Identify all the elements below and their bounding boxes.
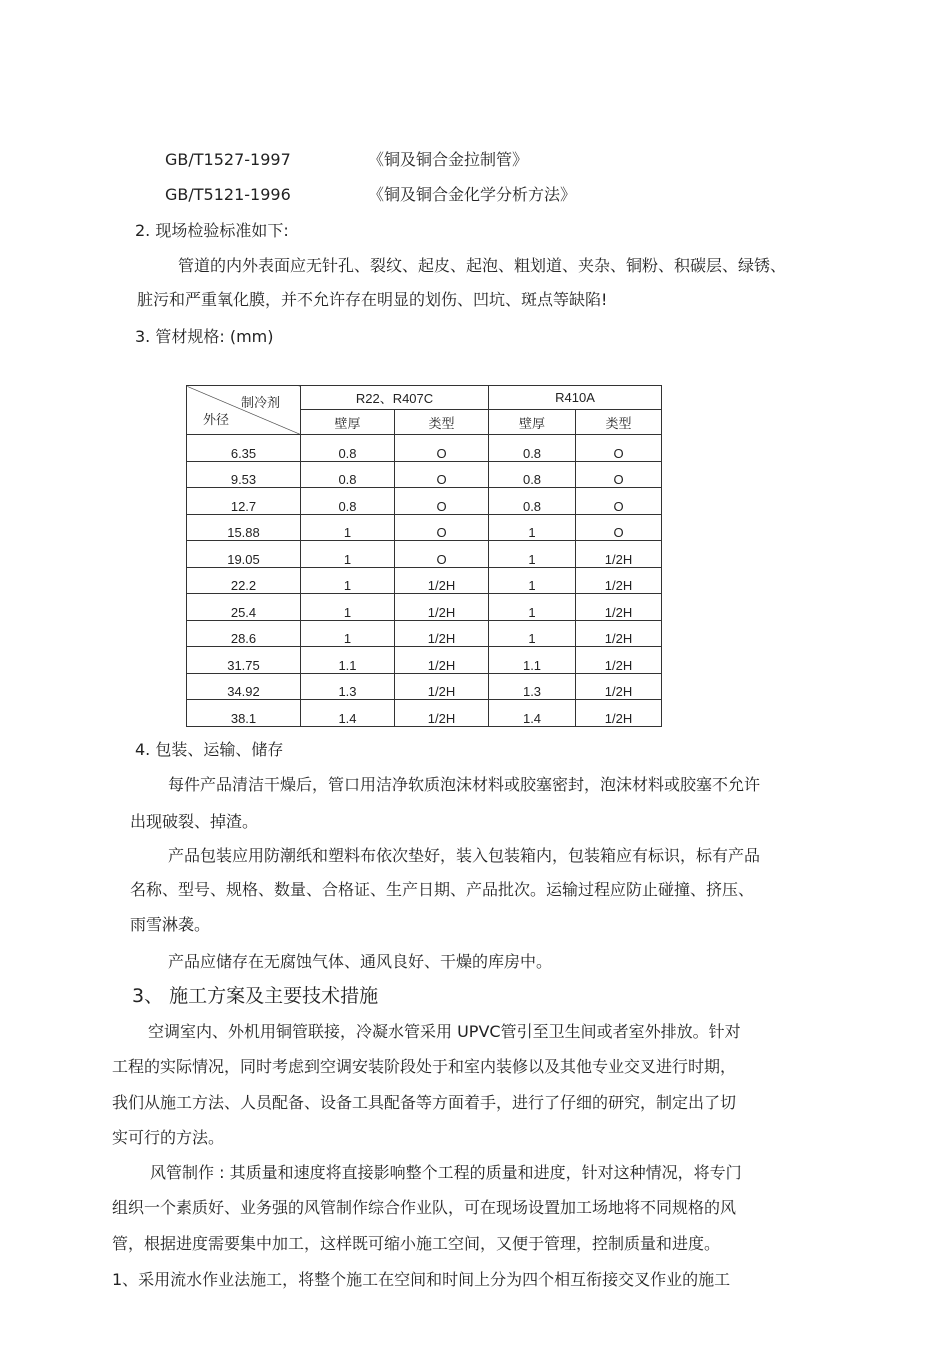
standard-code: GB/T5121-1996: [165, 185, 291, 204]
item4-text: 产品应储存在无腐蚀气体、通风良好、干燥的库房中。: [168, 952, 553, 971]
table-cell: 1: [489, 514, 576, 541]
table-cell: O: [395, 435, 489, 462]
table-cell: O: [395, 514, 489, 541]
table-row: [187, 461, 662, 488]
standard-name: 《铜及铜合金化学分析方法》: [368, 185, 577, 204]
table-cell: 0.8: [489, 435, 576, 462]
item2-heading: 2. 现场检验标准如下:: [135, 221, 289, 240]
table-cell: 0.8: [489, 488, 576, 515]
outer-diameter-cell: 12.7: [187, 488, 301, 515]
table-cell: 1/2H: [576, 673, 662, 700]
table-row: [187, 673, 662, 700]
section-text: 1、采用流水作业法施工，将整个施工在空间和时间上分为四个相互衔接交叉作业的施工: [112, 1270, 731, 1289]
table-cell: 0.8: [301, 488, 395, 515]
table-row: [187, 700, 662, 727]
table-cell: 1/2H: [576, 567, 662, 594]
outer-diameter-cell: 6.35: [187, 435, 301, 462]
sub-header: 类型: [576, 410, 662, 435]
table-cell: 1.3: [489, 673, 576, 700]
item4-text: 出现破裂、掉渣。: [130, 812, 259, 831]
corner-bottom-label: 外径: [203, 412, 230, 427]
standard-name: 《铜及铜合金拉制管》: [368, 150, 529, 169]
item4-heading: 4. 包装、运输、储存: [135, 740, 284, 759]
table-cell: 0.8: [301, 435, 395, 462]
outer-diameter-cell: 22.2: [187, 567, 301, 594]
pipe-spec-table: [186, 385, 662, 727]
table-header-row: [187, 386, 662, 410]
table-cell: 1.1: [301, 647, 395, 674]
group-header: R22、R407C: [301, 386, 489, 410]
table-row: [187, 514, 662, 541]
item3-heading: 3. 管材规格: (mm): [135, 327, 274, 346]
table-cell: O: [576, 461, 662, 488]
table-row: [187, 647, 662, 674]
table-cell: O: [395, 461, 489, 488]
section-text: 空调室内、外机用铜管联接，冷凝水管采用 UPVC管引至卫生间或者室外排放。针对: [148, 1022, 741, 1041]
table-cell: 1/2H: [576, 541, 662, 568]
table-cell: 1.4: [489, 700, 576, 727]
outer-diameter-cell: 38.1: [187, 700, 301, 727]
table-cell: 1/2H: [576, 594, 662, 621]
table-row: [187, 620, 662, 647]
table-cell: 1/2H: [395, 673, 489, 700]
table-row: [187, 567, 662, 594]
outer-diameter-cell: 28.6: [187, 620, 301, 647]
table-cell: 0.8: [489, 461, 576, 488]
table-cell: O: [576, 435, 662, 462]
table-cell: 1: [301, 541, 395, 568]
sub-header: 类型: [395, 410, 489, 435]
sub-header: 壁厚: [301, 410, 395, 435]
table-cell: 1/2H: [395, 700, 489, 727]
table-row: [187, 594, 662, 621]
table-cell: 1/2H: [395, 620, 489, 647]
table-cell: 1/2H: [395, 567, 489, 594]
table-body: [187, 435, 662, 727]
outer-diameter-cell: 25.4: [187, 594, 301, 621]
item2-text: 管道的内外表面应无针孔、裂纹、起皮、起泡、粗划道、夹杂、铜粉、积碳层、绿锈、: [178, 256, 787, 275]
table-cell: 1: [489, 541, 576, 568]
table-cell: O: [395, 488, 489, 515]
item4-text: 每件产品清洁干燥后，管口用洁净软质泡沫材料或胶塞密封，泡沫材料或胶塞不允许: [168, 775, 761, 794]
section-heading: 3、 施工方案及主要技术措施: [132, 985, 379, 1007]
table-cell: 1.1: [489, 647, 576, 674]
outer-diameter-cell: 31.75: [187, 647, 301, 674]
section-text: 实可行的方法。: [112, 1128, 225, 1147]
outer-diameter-cell: 19.05: [187, 541, 301, 568]
standard-code: GB/T1527-1997: [165, 150, 291, 169]
table-cell: 1/2H: [395, 647, 489, 674]
item4-text: 雨雪淋袭。: [130, 915, 211, 934]
table-cell: 1: [301, 567, 395, 594]
corner-top-label: 制冷剂: [240, 395, 280, 410]
section-text: 我们从施工方法、人员配备、设备工具配备等方面着手，进行了仔细的研究，制定出了切: [112, 1093, 737, 1112]
outer-diameter-cell: 15.88: [187, 514, 301, 541]
table-cell: 1.3: [301, 673, 395, 700]
sub-header: 壁厚: [489, 410, 576, 435]
section-text: 风管制作 : 其质量和速度将直接影响整个工程的质量和进度，针对这种情况，将专门: [150, 1163, 742, 1182]
table-row: [187, 541, 662, 568]
item4-text: 名称、型号、规格、数量、合格证、生产日期、产品批次。运输过程应防止碰撞、挤压、: [130, 880, 755, 899]
outer-diameter-cell: 34.92: [187, 673, 301, 700]
table-cell: 1: [301, 514, 395, 541]
table-cell: 1: [489, 567, 576, 594]
group-header: R410A: [489, 386, 662, 410]
table-cell: 1: [489, 620, 576, 647]
table-cell: 1: [301, 594, 395, 621]
section-text: 管，根据进度需要集中加工，这样既可缩小施工空间，又便于管理，控制质量和进度。: [112, 1234, 721, 1253]
table-row: [187, 435, 662, 462]
table-corner-cell: [187, 386, 301, 435]
table-cell: 1/2H: [576, 647, 662, 674]
table-cell: 1: [489, 594, 576, 621]
table-cell: 1.4: [301, 700, 395, 727]
table-row: [187, 488, 662, 515]
table-cell: O: [395, 541, 489, 568]
table-cell: O: [576, 514, 662, 541]
table-cell: 1: [301, 620, 395, 647]
section-text: 工程的实际情况，同时考虑到空调安装阶段处于和室内装修以及其他专业交叉进行时期，: [112, 1057, 737, 1076]
table-cell: 1/2H: [576, 700, 662, 727]
table-cell: O: [576, 488, 662, 515]
item2-text: 脏污和严重氧化膜，并不允许存在明显的划伤、凹坑、斑点等缺陷!: [137, 290, 608, 309]
section-text: 组织一个素质好、业务强的风管制作综合作业队，可在现场设置加工场地将不同规格的风: [112, 1198, 737, 1217]
table-cell: 1/2H: [395, 594, 489, 621]
table-cell: 1/2H: [576, 620, 662, 647]
outer-diameter-cell: 9.53: [187, 461, 301, 488]
item4-text: 产品包装应用防潮纸和塑料布依次垫好，装入包装箱内，包装箱应有标识，标有产品: [168, 846, 761, 865]
table-cell: 0.8: [301, 461, 395, 488]
